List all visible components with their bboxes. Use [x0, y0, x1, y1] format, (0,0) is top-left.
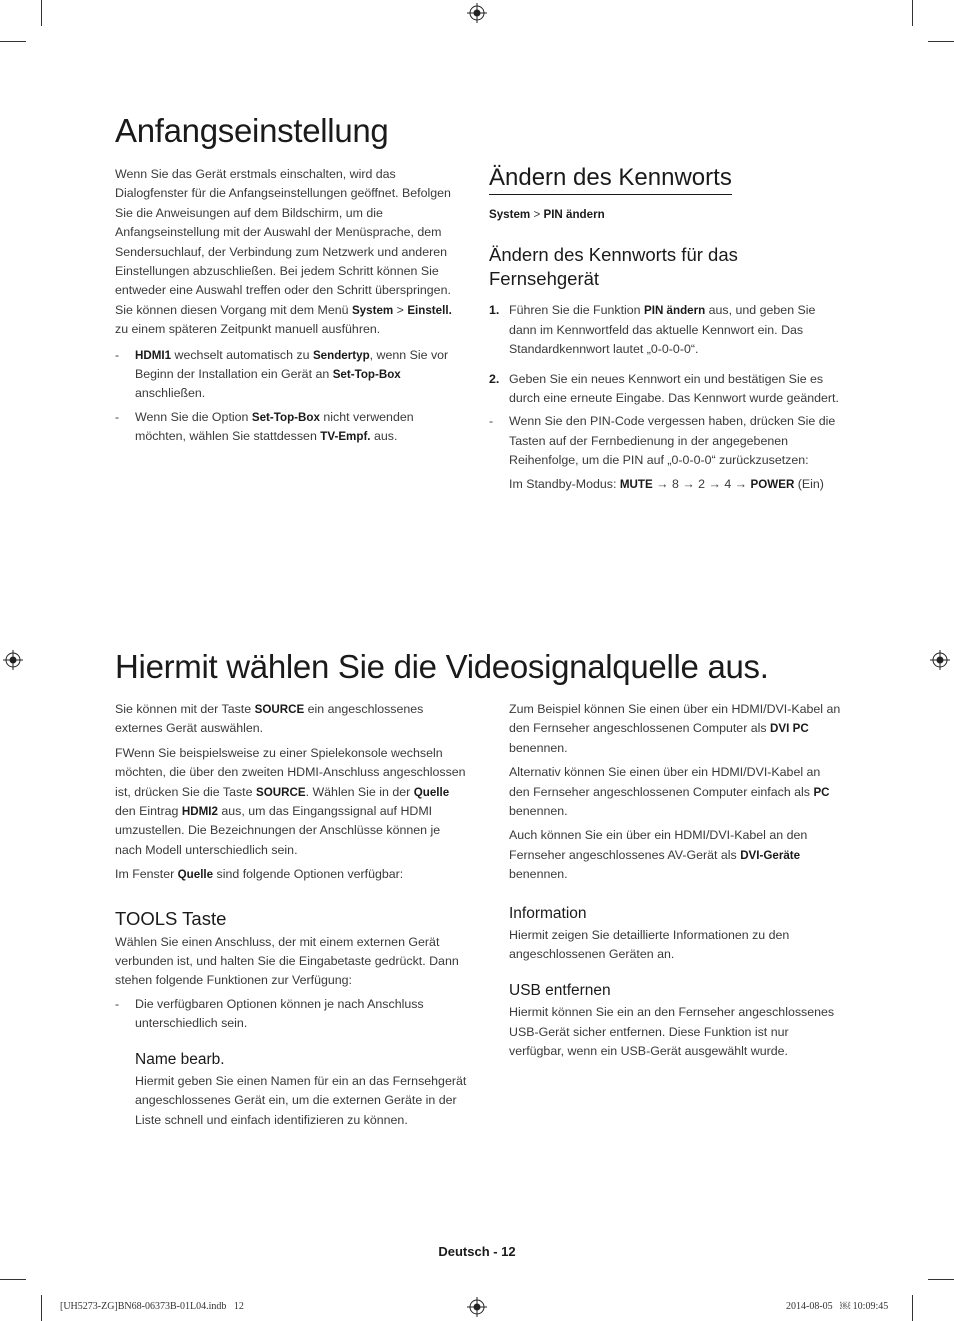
crop-mark [928, 1279, 954, 1280]
subsection-title-information: Information [509, 904, 587, 922]
paragraph: Hiermit können Sie ein an den Fernseher angeschlossenes USB-Gerät sicher entfernen. Diese Funktion ist nur verfügbar, wenn ein USB-Gerät ausgewählt wurde. [509, 1005, 835, 1059]
subsection-title-usb-entfernen: USB entfernen [509, 982, 611, 1000]
list-item: - HDMI1 wechselt automatisch zu Sendertyp, wenn Sie vor Beginn der Installation ein Gerät an Set-Top-Box anschließen. [115, 347, 449, 401]
ui-term: Set-Top-Box [251, 410, 320, 424]
subsection-title-name-bearb: Name bearb. [135, 1050, 225, 1068]
step-item: 1. Führen Sie die Funktion PIN ändern aus, und geben Sie dann im Kennwortfeld das aktuelle Kennwort ein. Das Standardkennwort lautet „0-0-0-0“. [489, 303, 816, 357]
section-videosignalquelle-left [115, 700, 467, 1130]
paragraph: Wählen Sie einen Anschluss, der mit einem externen Gerät verbunden ist, und halten Sie die Eingabetaste gedrückt. Dann stehen folgende Funktionen zur Verfügung: [115, 934, 459, 988]
menu-path: System > PIN ändern [489, 208, 605, 221]
paragraph: Im Fenster Quelle sind folgende Optionen verfügbar: [115, 867, 404, 882]
ui-term: Set-Top-Box [332, 368, 401, 382]
registration-mark-icon [930, 650, 950, 670]
ui-term: System [489, 208, 531, 221]
section-title-kennwort: Ändern des Kennworts [489, 164, 732, 195]
section-title-videosignalquelle: Hiermit wählen Sie die Videosignalquelle aus. [115, 648, 769, 685]
ui-term: System [351, 303, 394, 317]
paragraph: Alternativ können Sie einen über ein HDMI/DVI-Kabel an den Fernseher angeschlossenen Computer einfach als PC benennen. [509, 765, 830, 819]
section-videosignalquelle-right [509, 700, 841, 1062]
ui-term: DVI-Geräte [740, 848, 801, 862]
crop-mark [912, 0, 913, 26]
ui-term: Quelle [413, 785, 450, 799]
crop-mark [0, 41, 26, 42]
ui-term: SOURCE [254, 703, 305, 716]
paragraph: Zum Beispiel können Sie einen über ein HDMI/DVI-Kabel an den Fernseher angeschlossenen Computer als DVI PC benennen. [509, 702, 841, 755]
crop-mark [912, 1295, 913, 1321]
ui-term: PIN ändern [644, 304, 706, 318]
paragraph: Auch können Sie ein über ein HDMI/DVI-Kabel an den Fernseher angeschlossenes AV-Gerät als DVI-Geräte benennen. [509, 828, 808, 882]
crop-mark [41, 0, 42, 26]
ui-term: DVI PC [770, 722, 809, 736]
section-kennwort [489, 164, 839, 494]
ui-term: HDMI2 [181, 805, 218, 819]
page-number: Deutsch - 12 [438, 1244, 516, 1259]
registration-mark-icon [3, 650, 23, 670]
subsection-title-tools: TOOLS Taste [115, 907, 227, 929]
subsection-title: Ändern des Kennworts für das Fernsehgerät [489, 244, 738, 290]
paragraph: Sie können mit der Taste SOURCE ein angeschlossenes externes Gerät auswählen. [115, 702, 424, 736]
registration-mark-icon [467, 1297, 487, 1317]
crop-mark [0, 1279, 26, 1280]
standby-sequence: Im Standby-Modus: MUTE → 8 → 2 → 4 → POWER (Ein) [509, 476, 824, 491]
ui-term: HDMI1 [135, 348, 172, 362]
ui-term: SOURCE [255, 785, 306, 799]
step-item: 2. Geben Sie ein neues Kennwort ein und bestätigen Sie es durch eine erneute Eingabe. Das Kennwort wurde geändert. [489, 371, 839, 406]
ui-term: PC [813, 785, 830, 799]
paragraph: Hiermit geben Sie einen Namen für ein an das Fernsehgerät angeschlossenes Gerät ein, um die externen Geräte in der Liste schnell und einfach identifizieren zu können. [135, 1073, 467, 1127]
ui-term: POWER [750, 477, 795, 491]
list-item: - Wenn Sie die Option Set-Top-Box nicht verwenden möchten, wählen Sie stattdessen TV-Empf. aus. [115, 409, 414, 444]
paragraph: Hiermit zeigen Sie detaillierte Informationen zu den angeschlossenen Geräten an. [509, 927, 790, 962]
list-item: - Die verfügbaren Optionen können je nach Anschluss unterschiedlich sein. [115, 996, 424, 1031]
crop-mark [41, 1295, 42, 1321]
ui-term: Einstell. [407, 303, 452, 317]
intro-paragraph: Wenn Sie das Gerät erstmals einschalten, wird das Dialogfenster für die Anfangseinstellungen geöffnet. Befolgen Sie die Anweisungen auf dem Bildschirm, um die Anfangseinstellung mit der Auswahl der Menüsprache, dem Sendersuchlauf, der Verbindung zum Netzwerk und anderen Einstellungen abzuschließen. Bei jedem Schritt können Sie entweder eine Auswahl treffen oder den Schritt überspringen. Sie können diesen Vorgang mit dem Menü System > Einstell. zu einem späteren Zeitpunkt manuell ausführen. [115, 167, 452, 337]
registration-mark-icon [467, 3, 487, 23]
ui-term: TV-Empf. [320, 430, 371, 444]
ui-term: MUTE [619, 477, 653, 491]
section-title-anfangseinstellung: Anfangseinstellung [115, 112, 389, 149]
crop-mark [928, 41, 954, 42]
section-anfangseinstellung-body [115, 165, 467, 447]
print-file-info: [UH5273-ZG]BN68-06373B-01L04.indb 12 [60, 1301, 244, 1312]
note-item: - Wenn Sie den PIN-Code vergessen haben, drücken Sie die Tasten auf der Fernbedienung in der angegebenen Reihenfolge, um die PIN auf „0-0-0-0“ zurückzusetzen: [489, 414, 836, 468]
ui-term: Sendertyp [312, 348, 370, 362]
print-date-info: 2014-08-05 ￼ 10:09:45 [786, 1301, 889, 1312]
ui-term: PIN ändern [543, 208, 605, 221]
paragraph: FWenn Sie beispielsweise zu einer Spielekonsole wechseln möchten, die über den zweiten HDMI-Anschluss angeschlossen ist, drücken Sie die Taste SOURCE. Wählen Sie in der Quelle den Eintrag HDMI2 aus, um das Eingangssignal auf HDMI umzustellen. Die Bezeichnungen der Anschlüsse können je nach Modell unterschiedlich sein. [115, 745, 466, 857]
ui-term: Quelle [177, 868, 214, 882]
